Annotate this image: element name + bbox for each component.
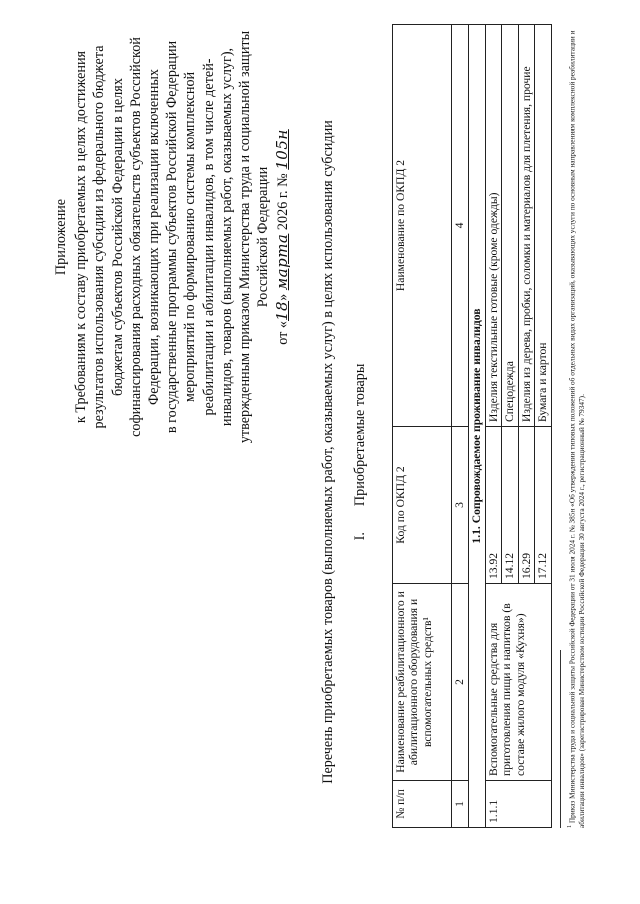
order-reference — [273, 18, 292, 456]
order-prefix: от « — [275, 321, 292, 345]
item-name: Вспомогательные средства для приготовления пищи и напитков (в составе жилого модуля «Кухня») — [486, 584, 552, 781]
subsection-title: 1.1. Сопровождаемое проживание инвалидов — [469, 25, 486, 828]
header-okpd-name: Наименование по ОКПД 2 — [393, 25, 452, 427]
okpd-code: 16.29 — [518, 427, 534, 584]
appendix-line: бюджетам субъектов Российской Федерации в целях — [109, 78, 126, 396]
list-title: Перечень приобретаемых товаров (выполняемых работ, оказываемых услуг) в целях использования субсидии — [320, 120, 336, 784]
appendix-line: реабилитации и абилитации инвалидов, в том числе детей- — [200, 58, 217, 416]
appendix-line: мероприятий по формированию системы комплексной — [182, 71, 199, 403]
section-number: I. — [352, 532, 368, 541]
order-mid2: 2026 г. № — [275, 169, 292, 234]
order-number: 105н — [273, 129, 292, 170]
column-number: 3 — [452, 427, 469, 584]
okpd-code: 17.12 — [535, 427, 551, 584]
okpd-title: Изделия текстильные готовые (кроме одежды) — [486, 25, 502, 427]
footnote-mark: 1 — [567, 825, 573, 828]
section-heading — [352, 0, 369, 904]
appendix-line: в государственные программы субъектов Российской Федерации — [164, 40, 181, 434]
header-equipment-name: Наименование реабилитационного и абилитационного оборудования и вспомогательных средств¹ — [393, 584, 452, 781]
column-number: 4 — [452, 25, 469, 427]
appendix-line: Российской Федерации — [255, 166, 272, 308]
appendix-line: Федерации, возникающих при реализации включенных — [146, 69, 163, 405]
okpd-title: Спецодежда — [502, 25, 518, 427]
goods-table — [392, 24, 552, 828]
order-day: 18 — [273, 300, 292, 322]
appendix-line: к Требованиям к составу приобретаемых в целях достижения — [73, 50, 90, 424]
column-number: 2 — [452, 584, 469, 781]
subsection-row — [469, 25, 486, 828]
table-header-row — [393, 25, 452, 828]
item-number: 1.1.1 — [486, 781, 552, 828]
footnote-separator — [560, 650, 561, 828]
appendix-header — [52, 18, 293, 456]
table-row — [486, 25, 502, 828]
appendix-line: утвержденным приказом Министерства труда и социальной защиты — [237, 30, 254, 444]
okpd-title: Изделия из дерева, пробки, соломки и материалов для плетения, прочие — [518, 25, 534, 427]
column-number: 1 — [452, 781, 469, 828]
column-numbers-row — [452, 25, 469, 828]
okpd-code: 14.12 — [502, 427, 518, 584]
header-okpd-code: Код по ОКПД 2 — [393, 427, 452, 584]
appendix-line: софинансирования расходных обязательств субъектов Российской — [127, 37, 144, 437]
header-num: № п/п — [393, 781, 452, 828]
section-title: Приобретаемые товары — [352, 363, 368, 507]
okpd-title: Бумага и картон — [535, 25, 551, 427]
appendix-title: Приложение — [53, 198, 69, 276]
footnote-text: Приказ Министерства труда и социальной защиты Российской Федерации от 31 июля 2024 г. № 385н «Об утверждении типовых положений об отдельных видах организаций, оказывающих услуги по основным направлениям комплексной реабилитации и абилитации инвалидов» (зарегистрирован Министерством юстиции Российской Федерации 30 августа 2024 г., регистрационный № 79347). — [567, 30, 587, 828]
order-mid1: » — [275, 290, 292, 301]
footnote — [566, 20, 587, 828]
appendix-line: инвалидов, товаров (выполняемых работ, оказываемых услуг), — [218, 47, 235, 427]
okpd-code: 13.92 — [486, 427, 502, 584]
appendix-line: результатов использования субсидии из федерального бюджета — [91, 45, 108, 429]
order-month: марта — [273, 233, 292, 291]
